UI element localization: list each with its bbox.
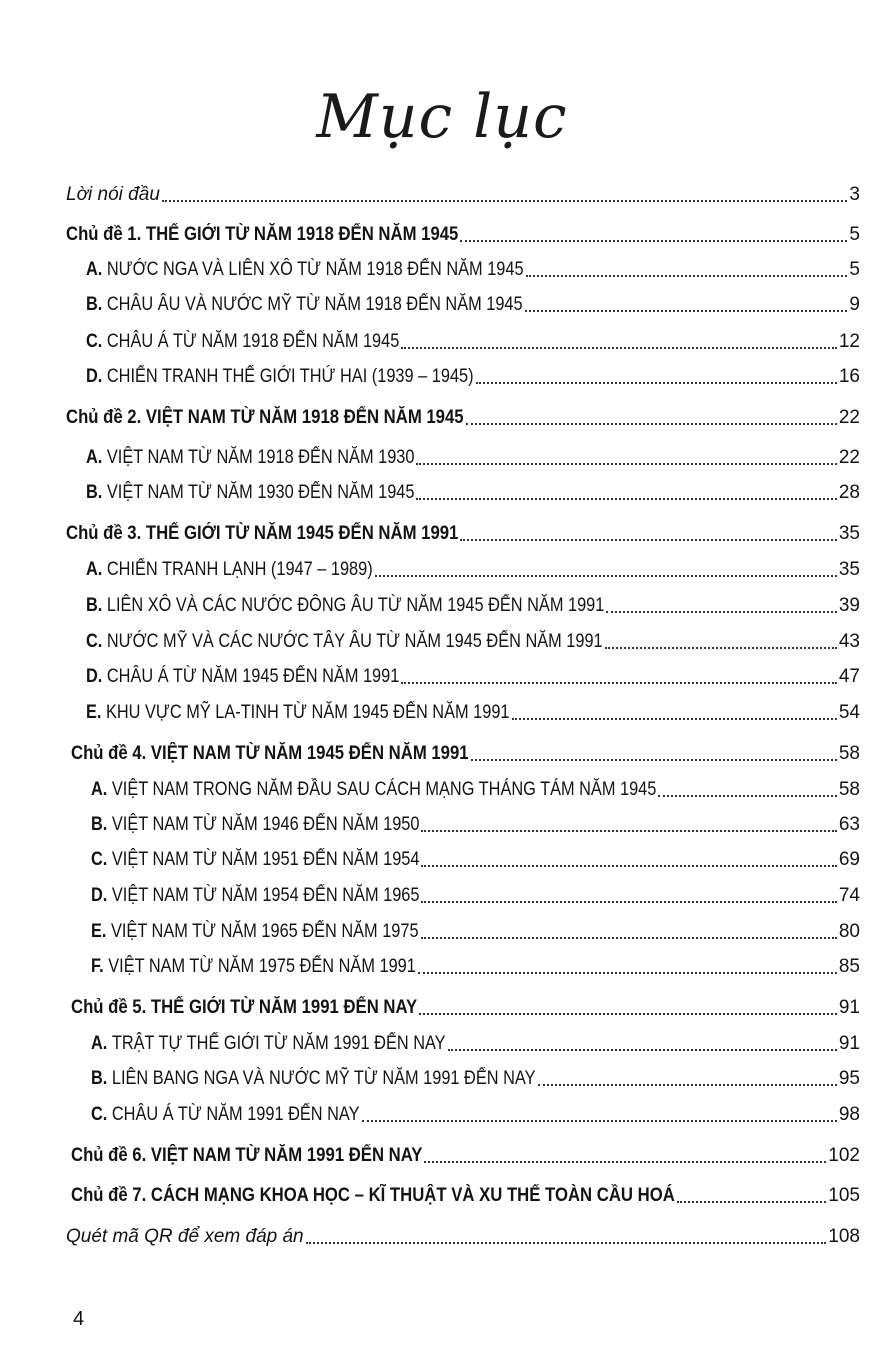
toc-label (66, 224, 458, 246)
toc-title: Chủ đề 2. VIỆT NAM TỪ NĂM 1918 ĐẾN NĂM 1945 (66, 407, 464, 428)
leader-dots (526, 275, 848, 277)
toc-topic (66, 218, 860, 246)
toc-label (86, 631, 603, 653)
toc-letter: E. (91, 921, 111, 942)
toc-subentry (86, 589, 860, 617)
toc-subentry (91, 1098, 860, 1126)
toc-letter: C. (91, 849, 112, 870)
toc-title: Chủ đề 6. VIỆT NAM TỪ NĂM 1991 ĐẾN NAY (71, 1145, 423, 1166)
toc-page: 105 (828, 1185, 860, 1206)
toc-page: 74 (838, 885, 860, 906)
toc-topic (66, 401, 860, 429)
toc-label (91, 1068, 535, 1090)
leader-dots (525, 310, 848, 312)
toc-label (71, 1145, 422, 1167)
toc-page: 39 (838, 595, 860, 616)
toc-entry (66, 1220, 860, 1248)
leader-dots (419, 1013, 837, 1015)
toc-label (86, 447, 414, 469)
toc-title: TRẬT TỰ THẾ GIỚI TỪ NĂM 1991 ĐẾN NAY (111, 1033, 446, 1054)
toc-letter: D. (91, 885, 112, 906)
leader-dots (421, 901, 836, 903)
toc-label (86, 366, 474, 388)
leader-dots (401, 347, 837, 349)
leader-dots (658, 795, 837, 797)
toc-label (66, 407, 464, 429)
toc-page: 63 (838, 814, 860, 835)
toc-page: 5 (849, 259, 860, 280)
toc-title: CHÂU ÂU VÀ NƯỚC MỸ TỪ NĂM 1918 ĐẾN NĂM 1945 (106, 294, 523, 315)
toc-label (91, 1033, 446, 1055)
toc-page: 80 (838, 921, 860, 942)
toc-subentry (86, 625, 860, 653)
toc-topic (71, 1139, 860, 1167)
toc-title: VIỆT NAM TỪ NĂM 1918 ĐẾN NĂM 1930 (106, 447, 415, 468)
toc-letter: B. (91, 814, 112, 835)
toc-label (66, 523, 458, 545)
toc-page: 35 (838, 559, 860, 580)
toc-label (71, 743, 469, 765)
toc-subentry (86, 288, 860, 316)
leader-dots (677, 1201, 827, 1203)
toc-letter: A. (86, 559, 107, 580)
toc-letter: A. (91, 1033, 112, 1054)
toc-subentry (91, 915, 860, 943)
toc-page: 5 (849, 224, 860, 245)
toc-page: 12 (838, 331, 860, 352)
toc-title: VIỆT NAM TỪ NĂM 1954 ĐẾN NĂM 1965 (111, 885, 420, 906)
toc-title: LIÊN BANG NGA VÀ NƯỚC MỸ TỪ NĂM 1991 ĐẾN NAY (111, 1068, 536, 1089)
toc-page: 58 (838, 743, 860, 764)
toc-title: Quét mã QR để xem đáp án (66, 1226, 304, 1247)
leader-dots (471, 759, 837, 761)
toc-topic (71, 991, 860, 1019)
toc-topic (66, 517, 860, 545)
toc-title: KHU VỰC MỸ LA-TINH TỪ NĂM 1945 ĐẾN NĂM 1991 (105, 702, 510, 723)
toc-letter: E. (86, 702, 106, 723)
toc-title: LIÊN XÔ VÀ CÁC NƯỚC ĐÔNG ÂU TỪ NĂM 1945 ĐẾN NĂM 1991 (106, 595, 605, 616)
toc-page: 28 (838, 482, 860, 503)
toc-title: Chủ đề 7. CÁCH MẠNG KHOA HỌC – KĨ THUẬT VÀ XU THẾ TOÀN CẦU HOÁ (71, 1185, 675, 1206)
toc-page: 22 (838, 447, 860, 468)
toc-topic (71, 737, 860, 765)
toc-page: 98 (838, 1104, 860, 1125)
toc-page: 47 (838, 666, 860, 687)
leader-dots (460, 539, 837, 541)
leader-dots (448, 1049, 837, 1051)
leader-dots (375, 575, 837, 577)
toc-title: VIỆT NAM TỪ NĂM 1965 ĐẾN NĂM 1975 (110, 921, 419, 942)
leader-dots (401, 682, 837, 684)
toc-label (86, 666, 399, 688)
toc-title: CHÂU Á TỪ NĂM 1991 ĐẾN NAY (111, 1104, 360, 1125)
toc-title: CHÂU Á TỪ NĂM 1918 ĐẾN NĂM 1945 (106, 331, 400, 352)
toc-subentry (91, 808, 860, 836)
toc-letter: A. (86, 259, 107, 280)
toc-label (86, 702, 510, 724)
toc-page: 43 (838, 631, 860, 652)
toc-label (66, 184, 160, 206)
page-title: Mục lục (316, 82, 568, 152)
toc-page: 35 (838, 523, 860, 544)
leader-dots (362, 1120, 837, 1122)
leader-dots (538, 1084, 837, 1086)
toc-title: Chủ đề 3. THẾ GIỚI TỪ NĂM 1945 ĐẾN NĂM 1991 (66, 523, 459, 544)
leader-dots (421, 865, 836, 867)
toc-subentry (86, 441, 860, 469)
toc-page: 102 (828, 1145, 860, 1166)
leader-dots (476, 382, 837, 384)
toc-page: 22 (838, 407, 860, 428)
leader-dots (466, 423, 837, 425)
toc-page: 9 (849, 294, 860, 315)
toc-title: CHIẾN TRANH LẠNH (1947 – 1989) (106, 559, 373, 580)
leader-dots (421, 830, 836, 832)
toc-title: VIỆT NAM TRONG NĂM ĐẦU SAU CÁCH MẠNG THÁNG TÁM NĂM 1945 (111, 779, 657, 800)
toc-letter: A. (91, 779, 112, 800)
toc-title: CHIẾN TRANH THẾ GIỚI THỨ HAI (1939 – 1945) (106, 366, 474, 387)
toc-subentry (91, 843, 860, 871)
toc-entry (66, 178, 860, 206)
toc-subentry (86, 476, 860, 504)
toc-subentry (86, 325, 860, 353)
leader-dots (512, 718, 837, 720)
toc-label (86, 294, 523, 316)
toc-letter: C. (86, 631, 107, 652)
toc-label (91, 779, 656, 801)
toc-subentry (86, 253, 860, 281)
toc-label (86, 259, 524, 281)
toc-label (91, 814, 419, 836)
toc-page: 91 (838, 1033, 860, 1054)
toc-page: 3 (849, 184, 860, 205)
toc-label (71, 1185, 675, 1207)
toc-page: 58 (838, 779, 860, 800)
toc-page: 16 (838, 366, 860, 387)
toc-subentry (91, 950, 860, 978)
toc-page: 85 (838, 956, 860, 977)
leader-dots (418, 972, 837, 974)
toc-label (86, 331, 399, 353)
toc-letter: D. (86, 666, 107, 687)
toc-label (91, 1104, 360, 1126)
toc-page: 108 (828, 1226, 860, 1247)
toc-label (91, 849, 419, 871)
toc-page: 54 (838, 702, 860, 723)
toc-title: VIỆT NAM TỪ NĂM 1930 ĐẾN NĂM 1945 (106, 482, 415, 503)
toc-title: VIỆT NAM TỪ NĂM 1951 ĐẾN NĂM 1954 (111, 849, 420, 870)
toc-letter: F. (91, 956, 109, 977)
page-number: 4 (73, 1308, 85, 1330)
leader-dots (306, 1242, 827, 1244)
toc-subentry (91, 1062, 860, 1090)
toc-label (91, 885, 419, 907)
toc-label (71, 997, 417, 1019)
toc-page: 95 (838, 1068, 860, 1089)
toc-label (86, 482, 414, 504)
toc-title: Lời nói đầu (66, 184, 160, 205)
toc-letter: C. (86, 331, 107, 352)
toc-title: NƯỚC NGA VÀ LIÊN XÔ TỪ NĂM 1918 ĐẾN NĂM 1945 (106, 259, 524, 280)
toc-letter: D. (86, 366, 107, 387)
leader-dots (416, 498, 836, 500)
toc-label (86, 559, 373, 581)
toc-subentry (86, 553, 860, 581)
toc-subentry (91, 773, 860, 801)
toc-page: 69 (838, 849, 860, 870)
leader-dots (162, 200, 848, 202)
toc-label (91, 921, 419, 943)
toc-subentry (91, 879, 860, 907)
toc-title: Chủ đề 5. THẾ GIỚI TỪ NĂM 1991 ĐẾN NAY (71, 997, 418, 1018)
toc-subentry (86, 360, 860, 388)
toc-letter: C. (91, 1104, 112, 1125)
toc-topic (71, 1179, 860, 1207)
toc-label (91, 956, 416, 978)
leader-dots (416, 463, 836, 465)
toc-title: Chủ đề 4. VIỆT NAM TỪ NĂM 1945 ĐẾN NĂM 1991 (71, 743, 469, 764)
toc-label (86, 595, 604, 617)
leader-dots (605, 647, 837, 649)
toc-title: VIỆT NAM TỪ NĂM 1946 ĐẾN NĂM 1950 (111, 814, 420, 835)
toc-title: CHÂU Á TỪ NĂM 1945 ĐẾN NĂM 1991 (106, 666, 400, 687)
toc-letter: A. (86, 447, 107, 468)
toc-letter: B. (86, 595, 107, 616)
toc-title: VIỆT NAM TỪ NĂM 1975 ĐẾN NĂM 1991 (108, 956, 416, 977)
toc-label (66, 1226, 304, 1248)
leader-dots (424, 1161, 826, 1163)
toc-subentry (86, 696, 860, 724)
toc-title: NƯỚC MỸ VÀ CÁC NƯỚC TÂY ÂU TỪ NĂM 1945 ĐẾN NĂM 1991 (106, 631, 603, 652)
toc-letter: B. (91, 1068, 112, 1089)
leader-dots (421, 937, 837, 939)
toc-page: 91 (838, 997, 860, 1018)
toc-title: Chủ đề 1. THẾ GIỚI TỪ NĂM 1918 ĐẾN NĂM 1945 (66, 224, 459, 245)
toc-subentry (91, 1027, 860, 1055)
leader-dots (460, 240, 847, 242)
toc-letter: B. (86, 294, 107, 315)
toc-subentry (86, 660, 860, 688)
toc-letter: B. (86, 482, 107, 503)
leader-dots (606, 611, 837, 613)
